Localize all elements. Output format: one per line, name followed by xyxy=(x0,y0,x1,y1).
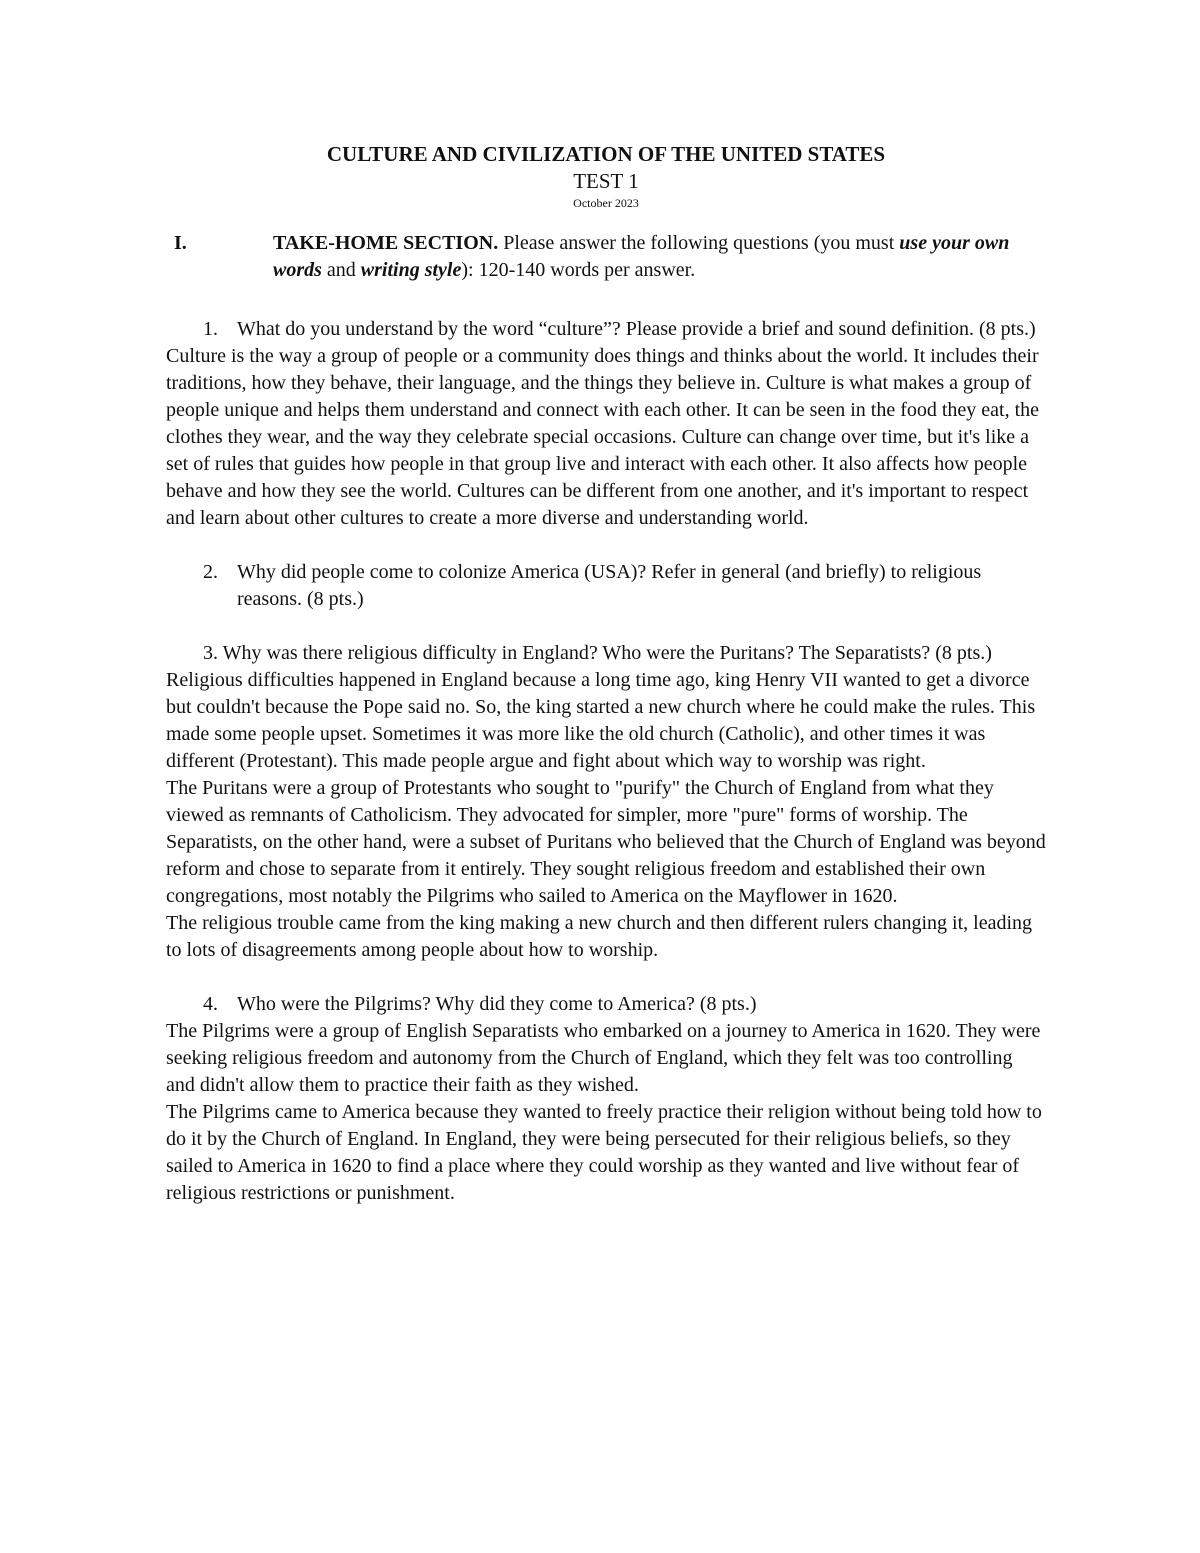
section-intro-a: Please answer the following questions (you must xyxy=(498,232,900,254)
section-intro-b: and xyxy=(321,259,361,281)
question-4 xyxy=(166,991,1046,1018)
question-text: What do you understand by the word “culture”? Please provide a brief and sound definition. (8 pts.) xyxy=(237,318,1036,340)
question-number: 3. xyxy=(203,642,218,664)
question-number: 4. xyxy=(203,993,218,1015)
answer-1-paragraph: Culture is the way a group of people or a community does things and thinks about the world. It includes their traditions, how they behave, their language, and the things they believe in. Culture is what makes a group of people unique and helps them understand and connect with each other. It can be seen in the food they eat, the clothes they wear, and the way they celebrate special occasions. Culture can change over time, but it's like a set of rules that guides how people in that group live and interact with each other. It also affects how people behave and how they see the world. Cultures can be different from one another, and it's important to respect and learn about other cultures to create a more diverse and understanding world. xyxy=(166,345,1040,529)
question-1 xyxy=(166,316,1046,343)
answer-3-paragraph-3: The religious trouble came from the king making a new church and then different rulers changing it, leading to lots of disagreements among people about how to worship. xyxy=(166,912,1033,961)
answer-4-paragraph-1: The Pilgrims were a group of English Separatists who embarked on a journey to America in 1620. They were seeking religious freedom and autonomy from the Church of England, which they felt was too controlling and didn't allow them to practice their faith as they wished. xyxy=(166,1020,1041,1096)
question-text: Why was there religious difficulty in England? Who were the Puritans? The Separatists? (8 pts.) xyxy=(222,642,992,664)
answer-3-paragraph-2: The Puritans were a group of Protestants who sought to "purify" the Church of England from what they viewed as remnants of Catholicism. They advocated for simpler, more "pure" forms of worship. The Separatists, on the other hand, were a subset of Puritans who believed that the Church of England was beyond reform and chose to separate from it entirely. They sought religious freedom and established their own congregations, most notably the Pilgrims who sailed to America on the Mayflower in 1620. xyxy=(166,777,1046,907)
test-date: October 2023 xyxy=(573,196,639,210)
document-header xyxy=(166,140,1046,212)
test-label: TEST 1 xyxy=(573,169,639,193)
section-number: I. xyxy=(174,232,187,254)
section-label: TAKE-HOME SECTION. xyxy=(273,232,499,254)
section-heading xyxy=(166,230,1046,284)
question-2 xyxy=(166,559,1046,613)
question-number: 2. xyxy=(203,561,218,583)
answer-3-paragraph-1: Religious difficulties happened in England because a long time ago, king Henry VII wanted to get a divorce but couldn't because the Pope said no. So, the king started a new church where he could make the rules. This made some people upset. Sometimes it was more like the old church (Catholic), and other times it was different (Protestant). This made people argue and fight about which way to worship was right. xyxy=(166,669,1036,772)
section-emphasis-writing-style: writing style xyxy=(360,259,462,281)
section-intro-c: ): 120-140 words per answer. xyxy=(461,259,696,281)
answer-4-paragraph-2: The Pilgrims came to America because they wanted to freely practice their religion without being told how to do it by the Church of England. In England, they were being persecuted for their religious beliefs, so they sailed to America in 1620 to find a place where they could worship as they wanted and live without fear of religious restrictions or punishment. xyxy=(166,1101,1042,1204)
question-text: Why did people come to colonize America (USA)? Refer in general (and briefly) to religious reasons. (8 pts.) xyxy=(237,561,982,610)
section-emphasis-own-words: use your own words xyxy=(273,232,1010,281)
question-3 xyxy=(166,640,1046,667)
question-number: 1. xyxy=(203,318,218,340)
document-page xyxy=(166,140,1046,1207)
question-text: Who were the Pilgrims? Why did they come to America? (8 pts.) xyxy=(237,993,757,1015)
document-title: CULTURE AND CIVILIZATION OF THE UNITED STATES xyxy=(326,142,886,166)
